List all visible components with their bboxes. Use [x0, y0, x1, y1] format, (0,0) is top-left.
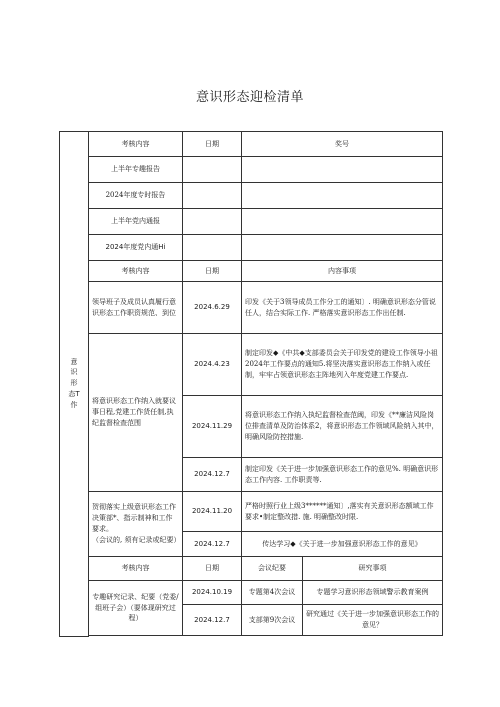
- header-assessment-content: 考核内容: [89, 261, 183, 282]
- header-reward-number: 奖号: [242, 132, 443, 157]
- meeting-minutes-cell: 支部第9次会议: [242, 605, 303, 636]
- report-number-cell: [242, 235, 443, 261]
- header-date: 日期: [183, 132, 242, 157]
- date-cell: 2024.12.7: [183, 458, 242, 492]
- header-content-items: 内容事项: [242, 261, 443, 282]
- report-item: 2024年度专时报告: [89, 183, 183, 209]
- side-char: 识: [70, 368, 78, 377]
- date-cell: 2024.6.29: [183, 282, 242, 334]
- report-number-cell: [242, 183, 443, 209]
- header-date: 日期: [183, 557, 242, 581]
- side-char: 作: [70, 401, 78, 410]
- report-date-cell: [183, 157, 242, 183]
- side-char: 态T: [68, 390, 80, 399]
- report-number-cell: [242, 209, 443, 235]
- side-char: 意: [70, 357, 78, 366]
- header-date: 日期: [183, 261, 242, 282]
- report-item: 上半年专趣报告: [89, 157, 183, 183]
- assessment-content-cell: 将意识形态工作纳入就要议事日程,党建工作货任制,执纪监督检查范围: [89, 334, 183, 492]
- content-item-cell: 严格时照行业上级3******通知〕,落实有关意识形态额域工作要求•制定整改措. 施. 明确整改时限.: [242, 492, 443, 532]
- header-meeting-minutes: 会议纪要: [242, 557, 303, 581]
- date-cell: 2024.10.19: [183, 581, 242, 605]
- assessment-content-text: 贺彻落实上级意识形态工作决策部*、指示制神和工作要求。: [92, 503, 176, 533]
- date-cell: 2024.12.7: [183, 605, 242, 636]
- research-item-cell: 研究通过《关于进一步加强意识形态工作的意见？: [303, 605, 443, 636]
- side-char: 形: [70, 379, 78, 388]
- content-item-cell: 印发《关于3领导成员工作分工的通知〕. 明确意识形态分管说任人，结合实际工作. 严格落实意识形态工作出任制.: [242, 282, 443, 334]
- side-label-ideology-work: [60, 132, 89, 637]
- content-item-cell: 将意识形态工作纳入执纪监督检查范阈，印发《**廉洁风险岗位排查清单及防治体系2，将意识形态工作领域风险纳入其中，明确风险防控措施.: [242, 396, 443, 458]
- header-assessment-content: 考核内容: [89, 132, 183, 157]
- page-title: 意识形态迎检清单: [195, 90, 304, 105]
- assessment-content-note: （会议的, 须有记录或纪要）: [92, 535, 181, 544]
- date-cell: 2024.11.20: [183, 492, 242, 532]
- content-item-cell: 传达学习◆《关于进一步加强意识形态工作的意见》: [242, 532, 443, 557]
- content-item-cell: 制定印发◆《中共◆支部委员会关于印发党的建设工作领导小祖2024年工作要点的通知5.将坚决落实意识形态工作纳入或任制，牢牢占领意识形态主阵地列入年度党建工作要点.: [242, 334, 443, 396]
- date-cell: 2024.4.23: [183, 334, 242, 396]
- meeting-minutes-cell: 专题第4次会议: [242, 581, 303, 605]
- report-date-cell: [183, 235, 242, 261]
- report-item: 2024年度党内通Hi: [89, 235, 183, 261]
- assessment-content-cell: 专趣研究记录、纪要（党委/组班子会）（要体现研究过程）: [89, 581, 183, 636]
- header-research-items: 研究事项: [303, 557, 443, 581]
- report-item: 上半年党内通报: [89, 209, 183, 235]
- inspection-checklist-table: [59, 131, 443, 637]
- report-number-cell: [242, 157, 443, 183]
- date-cell: 2024.11.29: [183, 396, 242, 458]
- assessment-content-cell: 领导班子及成员认真履行意识形态工作职资规范、到位: [89, 282, 183, 334]
- assessment-content-cell: [89, 492, 183, 557]
- content-item-cell: 制定印发《关于进一步加强意识形态工作的意见%. 明确意识形态工作内容. 工作职责等.: [242, 458, 443, 492]
- header-assessment-content: 考核内容: [89, 557, 183, 581]
- date-cell: 2024.12.7: [183, 532, 242, 557]
- report-date-cell: [183, 209, 242, 235]
- research-item-cell: 专题学习意识形态领域警示教育案例: [303, 581, 443, 605]
- report-date-cell: [183, 183, 242, 209]
